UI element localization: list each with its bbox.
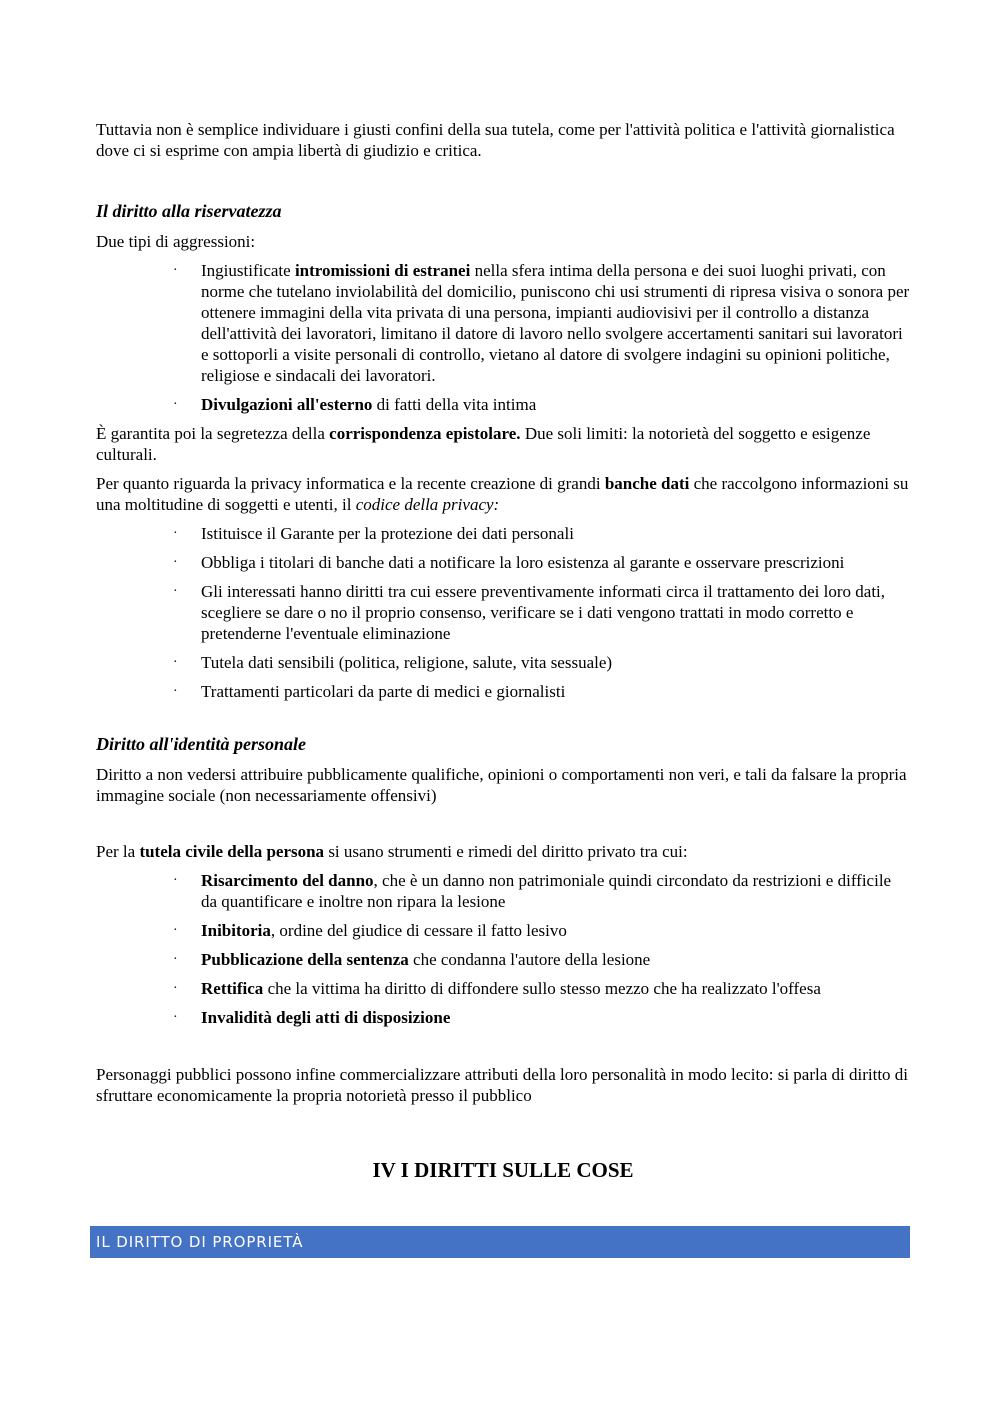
list-item: · Istituisce il Garante per la protezione dei dati personali (173, 524, 574, 543)
list-item: · Trattamenti particolari da parte di medici e giornalisti (173, 682, 566, 701)
bullet-icon: · (173, 555, 178, 570)
list-item: · Risarcimento del danno, che è un danno non patrimoniale quindi circondato da restrizioni e difficile da quantificare e inoltre non ripara la lesione (173, 871, 892, 911)
bullet-icon: · (173, 684, 178, 699)
heading-riservatezza: Il diritto alla riservatezza (96, 201, 282, 221)
heading-identita: Diritto all'identità personale (96, 734, 307, 754)
section-title: IL DIRITTO DI PROPRIETÀ (96, 1233, 304, 1251)
list-item: · Tutela dati sensibili (politica, religione, salute, vita sessuale) (173, 653, 613, 672)
document-body (96, 119, 910, 1203)
section-heading-bar (90, 1226, 910, 1258)
personaggi-paragraph: Personaggi pubblici possono infine commercializzare attributi della loro personalità in modo lecito: si parla di diritto di sfruttare economicamente la propria notorietà presso il pubblico (96, 1065, 909, 1105)
list-item: · Divulgazioni all'esterno di fatti della vita intima (173, 395, 537, 414)
chapter-title: IV I DIRITTI SULLE COSE (372, 1158, 634, 1182)
corrispondenza-paragraph: È garantita poi la segretezza della corrispondenza epistolare. Due soli limiti: la notorietà del soggetto e esigenze culturali. (96, 424, 871, 464)
bullet-icon: · (173, 655, 178, 670)
bullet-icon: · (173, 1010, 178, 1025)
bullet-icon: · (173, 873, 178, 888)
list-item: · Inibitoria, ordine del giudice di cessare il fatto lesivo (173, 921, 567, 940)
tutela-paragraph: Per la tutela civile della persona si usano strumenti e rimedi del diritto privato tra cui: (96, 842, 688, 861)
bullet-icon: · (173, 263, 178, 278)
identita-paragraph: Diritto a non vedersi attribuire pubblicamente qualifiche, opinioni o comportamenti non veri, e tali da falsare la propria immagine sociale (non necessariamente offensivi) (96, 765, 907, 805)
list-item: · Invalidità degli atti di disposizione (173, 1008, 451, 1027)
list-item: · Gli interessati hanno diritti tra cui essere preventivamente informati circa il trattamento dei loro dati, scegliere se dare o no il proprio consenso, verificare se i dati vengono trattati in modo corretto e pretenderne l'eventuale eliminazione (173, 582, 886, 643)
tutela-list (96, 870, 910, 1028)
bullet-icon: · (173, 952, 178, 967)
bullet-icon: · (173, 923, 178, 938)
list-item: · Rettifica che la vittima ha diritto di diffondere sullo stesso mezzo che ha realizzato l'offesa (173, 979, 821, 998)
list-item: · Pubblicazione della sentenza che condanna l'autore della lesione (173, 950, 651, 969)
intro-paragraph: Tuttavia non è semplice individuare i giusti confini della sua tutela, come per l'attività politica e l'attività giornalistica dove ci si esprime con ampia libertà di giudizio e critica. (96, 120, 895, 160)
bullet-icon: · (173, 526, 178, 541)
list-item: · Obbliga i titolari di banche dati a notificare la loro esistenza al garante e osservare prescrizioni (173, 553, 845, 572)
privacy-list (96, 523, 910, 702)
bullet-icon: · (173, 981, 178, 996)
bullet-icon: · (173, 584, 178, 599)
aggressioni-list (96, 260, 910, 415)
privacy-paragraph: Per quanto riguarda la privacy informatica e la recente creazione di grandi banche dati che raccolgono informazioni su una moltitudine di soggetti e utenti, il codice della privacy: (96, 474, 909, 514)
list-item: · Ingiustificate intromissioni di estranei nella sfera intima della persona e dei suoi luoghi privati, con norme che tutelano inviolabilità del domicilio, puniscono chi usi strumenti di ripresa visiva o sonora per ottenere immagini della vita privata di una persona, impianti audiovisivi per il controllo a distanza dell'attività dei lavoratori, limitano il datore di lavoro nello svolgere accertamenti sanitari sui lavoratori e sottoporli a visite personali di controllo, vietano al datore di svolgere indagini su opinioni politiche, religiose e sindacali dei lavoratori. (173, 261, 910, 385)
aggressioni-lead: Due tipi di aggressioni: (96, 232, 256, 251)
bullet-icon: · (173, 397, 178, 412)
